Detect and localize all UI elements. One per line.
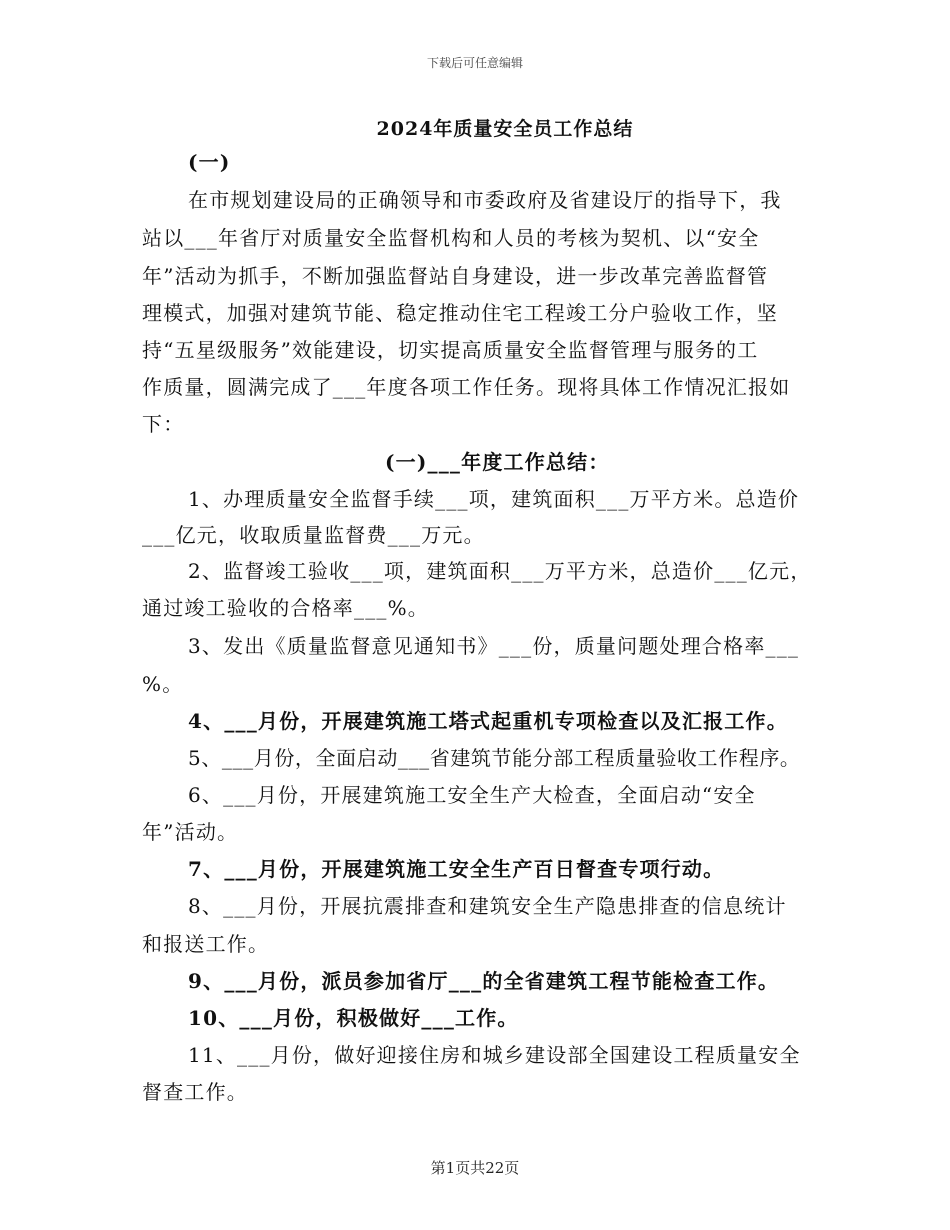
paragraph-line: 年”活动为抓手，不断加强监督站自身建设，进一步改革完善监督管 [142, 264, 769, 288]
list-item: 6、___月份，开展建筑施工安全生产大检查，全面启动“安全 [188, 783, 756, 807]
list-item: 通过竣工验收的合格率___%。 [142, 596, 430, 620]
paragraph-line: 站以___年省厅对质量安全监督机构和人员的考核为契机、以“安全 [142, 226, 760, 250]
list-item: 5、___月份，全面启动___省建筑节能分部工程质量验收工作程序。 [188, 746, 801, 770]
list-item: 8、___月份，开展抗震排查和建筑安全生产隐患排查的信息统计 [188, 894, 787, 918]
paragraph-line: 作质量，圆满完成了___年度各项工作任务。现将具体工作情况汇报如 [142, 375, 791, 399]
list-item: 1、办理质量安全监督手续___项，建筑面积___万平方米。总造价 [188, 487, 800, 511]
document-title: 2024年质量安全员工作总结 [376, 118, 634, 140]
list-item: 3、发出《质量监督意见通知书》___份，质量问题处理合格率___ [188, 634, 800, 658]
list-item: ___亿元，收取质量监督费___万元。 [142, 523, 485, 547]
section-marker: (一) [188, 150, 231, 174]
paragraph-line: 持“五星级服务”效能建设，切实提高质量安全监督管理与服务的工 [142, 338, 759, 362]
page-header: 下载后可任意编辑 [426, 56, 523, 70]
paragraph-line: 在市规划建设局的正确领导和市委政府及省建设厅的指导下，我 [188, 188, 782, 212]
paragraph-line: 下： [142, 412, 185, 436]
section-subheading: (一)___年度工作总结： [385, 450, 610, 474]
paragraph-line: 理模式，加强对建筑节能、稳定推动住宅工程竣工分户验收工作，坚 [142, 301, 778, 325]
list-item: 7、___月份，开展建筑施工安全生产百日督查专项行动。 [188, 857, 725, 881]
list-item: 11、___月份，做好迎接住房和城乡建设部全国建设工程质量安全 [188, 1043, 801, 1067]
list-item: 4、___月份，开展建筑施工塔式起重机专项检查以及汇报工作。 [188, 709, 788, 733]
list-item: 9、___月份，派员参加省厅___的全省建筑工程节能检查工作。 [188, 969, 780, 993]
page-footer: 第1页共22页 [430, 1159, 520, 1177]
list-item: 年”活动。 [142, 820, 239, 844]
list-item: 和报送工作。 [142, 932, 270, 956]
list-item: 10、___月份，积极做好___工作。 [188, 1006, 519, 1030]
list-item: 2、监督竣工验收___项，建筑面积___万平方米，总造价___亿元， [188, 559, 812, 583]
list-item: 督查工作。 [142, 1080, 248, 1104]
list-item: %。 [142, 672, 184, 696]
